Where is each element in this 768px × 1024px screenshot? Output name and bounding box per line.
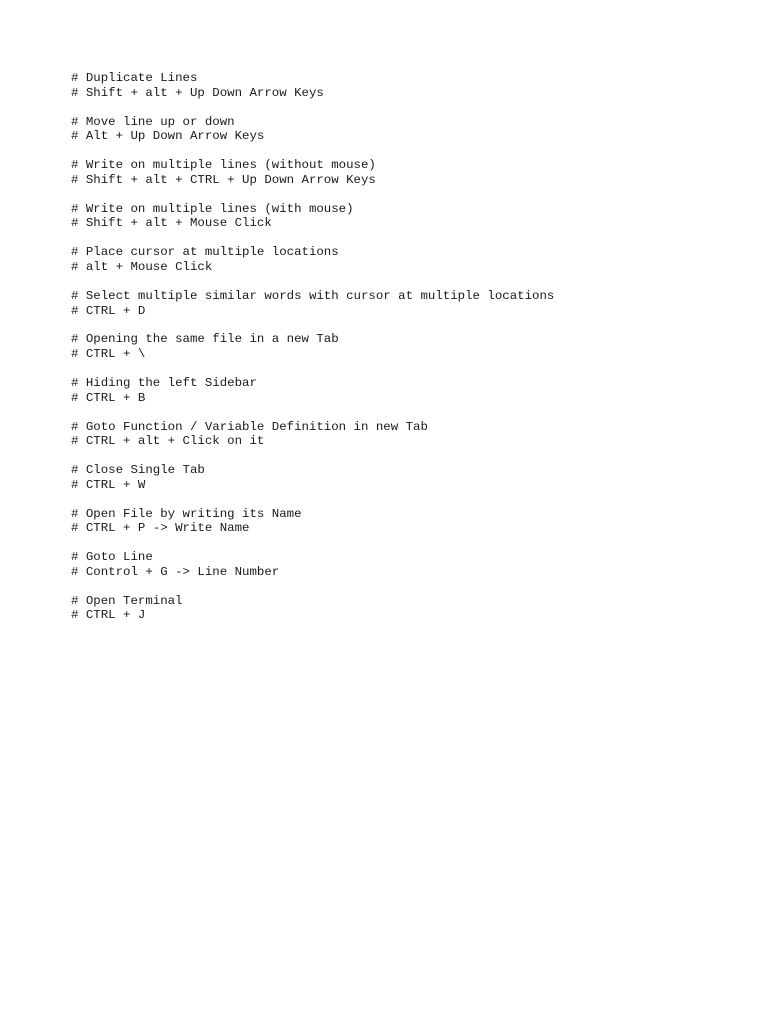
shortcut-keys: # CTRL + \ <box>71 347 146 362</box>
shortcut-block-multi-cursor <box>71 245 751 274</box>
shortcut-block-select-similar <box>71 289 751 318</box>
shortcut-block-close-tab <box>71 463 751 492</box>
shortcut-block-split-tab <box>71 332 751 361</box>
shortcut-keys: # Alt + Up Down Arrow Keys <box>71 129 265 144</box>
shortcut-keys: # alt + Mouse Click <box>71 259 213 274</box>
shortcut-title: # Open Terminal <box>71 593 183 608</box>
shortcut-title: # Write on multiple lines (without mouse) <box>71 158 376 173</box>
shortcut-block-multi-line-mouse <box>71 202 751 231</box>
shortcut-block-open-file <box>71 507 751 536</box>
shortcut-keys: # Shift + alt + Mouse Click <box>71 216 272 231</box>
shortcut-block-goto-definition <box>71 420 751 449</box>
shortcut-title: # Place cursor at multiple locations <box>71 245 339 260</box>
shortcut-title: # Write on multiple lines (with mouse) <box>71 201 354 216</box>
shortcut-title: # Open File by writing its Name <box>71 506 302 521</box>
shortcut-keys: # Shift + alt + CTRL + Up Down Arrow Keys <box>71 172 376 187</box>
shortcut-block-duplicate-lines <box>71 71 751 100</box>
shortcut-keys: # Shift + alt + Up Down Arrow Keys <box>71 85 324 100</box>
shortcut-keys: # CTRL + B <box>71 390 146 405</box>
shortcut-keys: # Control + G -> Line Number <box>71 564 280 579</box>
shortcut-document <box>71 71 751 637</box>
shortcut-block-open-terminal <box>71 594 751 623</box>
shortcut-title: # Goto Function / Variable Definition in new Tab <box>71 419 428 434</box>
shortcut-keys: # CTRL + W <box>71 477 146 492</box>
shortcut-title: # Opening the same file in a new Tab <box>71 332 339 347</box>
shortcut-block-move-line <box>71 115 751 144</box>
shortcut-title: # Hiding the left Sidebar <box>71 375 257 390</box>
shortcut-block-hide-sidebar <box>71 376 751 405</box>
shortcut-title: # Goto Line <box>71 550 153 565</box>
shortcut-block-multi-line-keyboard <box>71 158 751 187</box>
shortcut-keys: # CTRL + J <box>71 608 146 623</box>
shortcut-title: # Duplicate Lines <box>71 71 198 85</box>
shortcut-keys: # CTRL + alt + Click on it <box>71 434 265 449</box>
shortcut-title: # Close Single Tab <box>71 463 205 478</box>
shortcut-title: # Move line up or down <box>71 114 235 129</box>
shortcut-title: # Select multiple similar words with cursor at multiple locations <box>71 288 555 303</box>
shortcut-keys: # CTRL + P -> Write Name <box>71 521 250 536</box>
shortcut-keys: # CTRL + D <box>71 303 146 318</box>
shortcut-block-goto-line <box>71 550 751 579</box>
